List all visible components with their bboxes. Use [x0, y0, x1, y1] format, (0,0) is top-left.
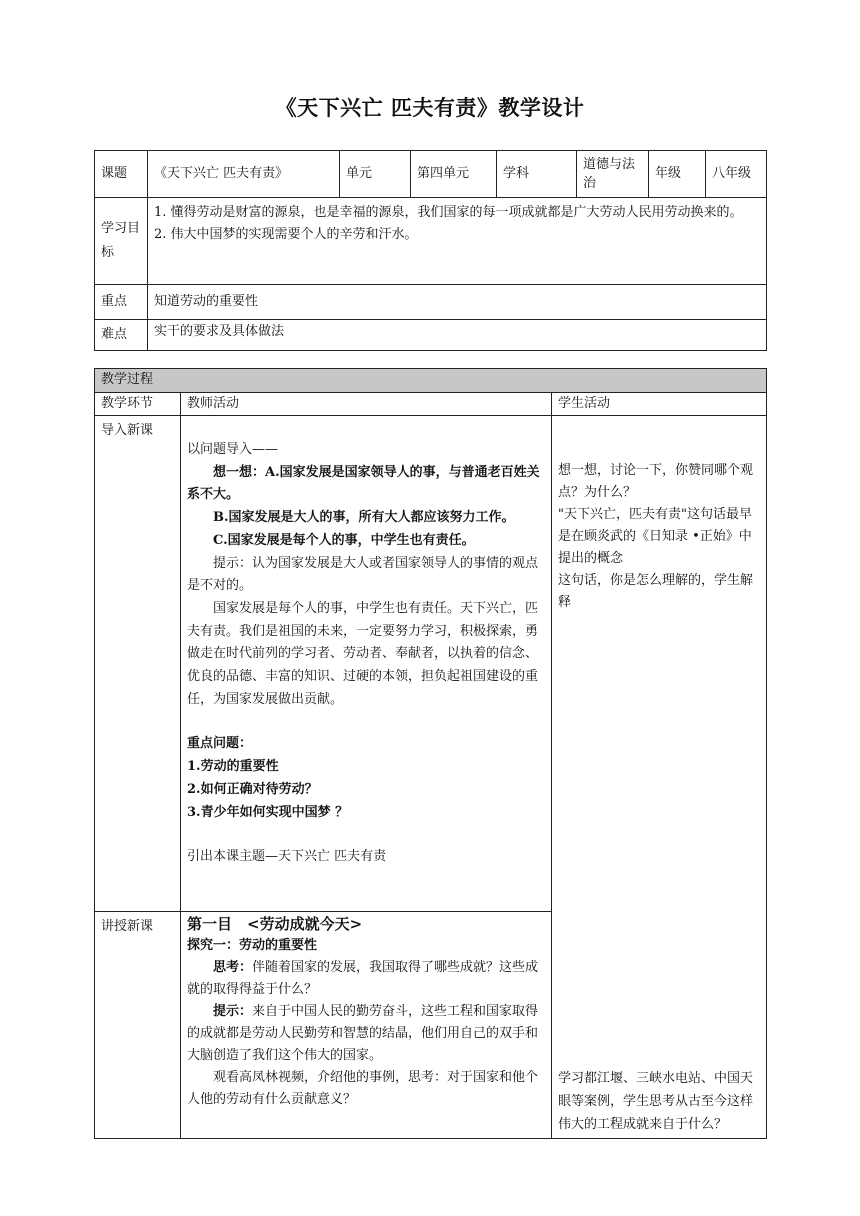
topic-value: 《天下兴亡 匹夫有责》 — [148, 151, 340, 198]
teacher-new — [181, 912, 552, 1139]
unit-label: 单元 — [340, 151, 411, 198]
student-intro-item: "天下兴亡，匹夫有责"这句话最早是在顾炎武的《日知录 •正始》中提出的概念 — [558, 507, 752, 566]
topic-label: 课题 — [95, 151, 148, 198]
difficult-point-value: 实干的要求及具体做法 — [148, 320, 767, 351]
explore-title: 探究一：劳动的重要性 — [187, 938, 318, 953]
goals-content — [148, 198, 767, 285]
think-option-b: B.国家发展是大人的事，所有大人都应该努力工作。 — [213, 510, 515, 526]
grade-value: 八年级 — [706, 151, 767, 198]
goal-item: 1. 懂得劳动是财富的源泉，也是幸福的源泉，我们国家的每一项成就都是广大劳动人民用劳动换来的。 — [154, 205, 743, 220]
process-table — [94, 368, 767, 1139]
key-question: 3.青少年如何实现中国梦 ？ — [187, 804, 349, 820]
hint-label: 提示： — [213, 1004, 253, 1019]
key-question: 1.劳动的重要性 — [187, 759, 279, 775]
col-student-header: 学生活动 — [552, 393, 767, 416]
teacher-intro — [181, 416, 552, 912]
goal-item: 2. 伟大中国梦的实现需要个人的辛劳和汗水。 — [154, 227, 418, 242]
think-label: 思考： — [213, 960, 253, 975]
student-activities — [552, 416, 767, 1139]
student-new-item: 学习都江堰、三峡水电站、中国天眼等案例，学生思考从古至今这样伟大的工程成就来自于什么？ — [558, 1071, 754, 1132]
student-intro-item: 这句话，你是怎么理解的，学生解释 — [558, 573, 754, 610]
col-teacher-header: 教师活动 — [181, 393, 552, 416]
unit-value: 第四单元 — [411, 151, 497, 198]
intro-hint: 提示：认为国家发展是大人或者国家领导人的事情的观点是不对的。 — [187, 555, 539, 594]
process-header: 教学过程 — [95, 369, 767, 393]
col-stage-header: 教学环节 — [95, 393, 181, 416]
info-table — [94, 150, 767, 351]
difficult-point-label: 难点 — [95, 320, 148, 351]
intro-paragraph: 国家发展是每个人的事，中学生也有责任。天下兴亡，匹夫有责。我们是祖国的未来，一定要努力学习，积极探索，勇做走在时代前列的学习者、劳动者、奉献者，以执着的信念、优良的品德、丰富的知识、过硬的本领，担负起祖国建设的重任，为国家发展做出贡献。 — [187, 600, 539, 707]
key-point-value: 知道劳动的重要性 — [148, 285, 767, 320]
topic-lead-out: 引出本课主题—天下兴亡 匹夫有责 — [187, 849, 387, 865]
video-text: 观看高凤林视频，介绍他的事例，思考：对于国家和他个人他的劳动有什么贡献意义？ — [187, 1070, 539, 1107]
subject-value: 道德与法治 — [577, 151, 649, 198]
subject-label: 学科 — [497, 151, 577, 198]
document-title: 《天下兴亡 匹夫有责》教学设计 — [275, 96, 585, 120]
stage-intro: 导入新课 — [95, 416, 181, 912]
think-option-c: C.国家发展是每个人的事，中学生也有责任。 — [213, 532, 475, 548]
stage-new: 讲授新课 — [95, 912, 181, 1139]
student-intro-item: 想一想，讨论一下，你赞同哪个观点？为什么？ — [558, 463, 754, 500]
grade-label: 年级 — [649, 151, 706, 198]
key-questions-title: 重点问题： — [187, 736, 253, 752]
goals-label: 学习目标 — [95, 198, 148, 285]
intro-lead: 以问题导入—— — [187, 442, 279, 457]
think-text: 伴随着国家的发展，我国取得了哪些成就？这些成就的取得得益于什么？ — [187, 960, 539, 997]
section-title: 第一目 <劳动成就今天> — [187, 915, 363, 933]
key-point-label: 重点 — [95, 285, 148, 320]
hint-text: 来自于中国人民的勤劳奋斗，这些工程和国家取得的成就都是劳动人民勤劳和智慧的结晶，他们用自己的双手和大脑创造了我们这个伟大的国家。 — [187, 1004, 539, 1063]
key-question: 2.如何正确对待劳动？ — [187, 781, 318, 797]
think-option-a: 想一想：A.国家发展是国家领导人的事，与普通老百姓关系不大。 — [187, 464, 540, 503]
